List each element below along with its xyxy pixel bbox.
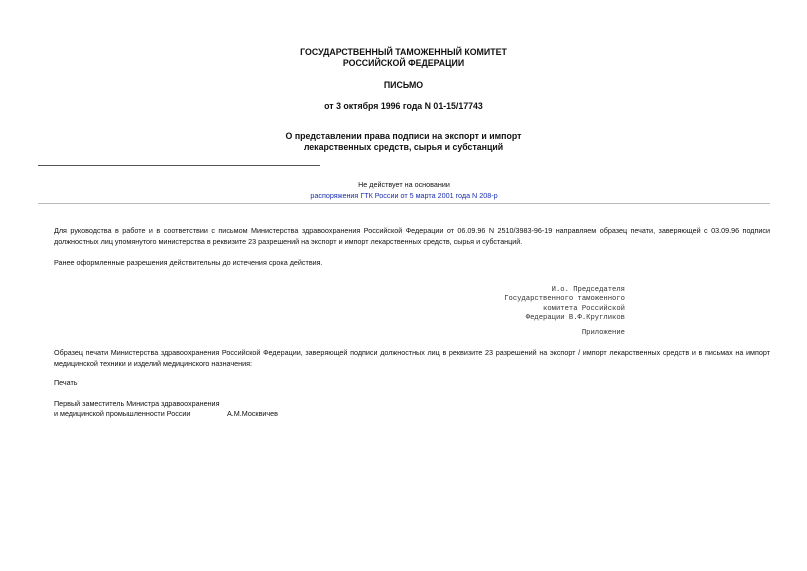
status-text: Не действует на основании [358, 180, 450, 189]
status-divider [38, 203, 770, 204]
appendix-label: Приложение [581, 329, 625, 337]
signature-line-4: Федерации В.Ф.Кругликов [525, 314, 625, 323]
org-line-1: ГОСУДАРСТВЕННЫЙ ТАМОЖЕННЫЙ КОМИТЕТ [300, 47, 507, 57]
body-paragraph-1 [54, 225, 770, 247]
document-date-number: от 3 октября 1996 года N 01-15/17743 [324, 101, 483, 111]
signer-title-line-2 [54, 408, 278, 419]
subject-line-2: лекарственных средств, сырья и субстанций [303, 142, 504, 152]
document-header-org [160, 47, 647, 69]
signer-title-line-1: Первый заместитель Министра здравоохранения [54, 399, 220, 408]
signer-name: А.М.Москвичев [227, 409, 278, 418]
seal-label: Печать [54, 378, 78, 387]
document-subject [160, 131, 647, 153]
subject-line-1: О представлении права подписи на экспорт и импорт [285, 131, 522, 141]
document-type: ПИСЬМО [383, 80, 424, 90]
signer-title-line-2-text: и медицинской промышленности России [54, 409, 191, 418]
validity-status [300, 179, 508, 201]
signature-line-2: Государственного таможенного [504, 295, 625, 304]
signature-line-1: И.о. Председателя [551, 286, 625, 294]
body-paragraph-appendix: Образец печати Министерства здравоохранения Российской Федерации, заверяющей подписи должностных лиц в реквизите 23 разрешений на экспорт / импорт лекарственных средств и в письмах на импорт медицинской техники и изделий медицинского назначения: [54, 348, 770, 368]
header-divider [38, 165, 320, 166]
org-line-2: РОССИЙСКОЙ ФЕДЕРАЦИИ [342, 58, 465, 68]
status-link[interactable]: распоряжения ГТК России от 5 марта 2001 года N 208-р [310, 191, 498, 200]
body-paragraph-1-text: Для руководства в работе и в соответствии с письмом Министерства здравоохранения Российской Федерации от 06.09.96 N 2510/3983-96-19 направляем образец печати, заверяющей с 03.09.96 подписи должностных лиц упомянутого министерства в реквизите 23 разрешений на экспорт и импорт лекарственных средств, сырья и субстанций. [54, 226, 770, 246]
body-paragraph-2: Ранее оформленные разрешения действительны до истечения срока действия. [54, 258, 323, 267]
signature-line-3: комитета Российской [543, 304, 625, 313]
signature-block [430, 286, 625, 324]
